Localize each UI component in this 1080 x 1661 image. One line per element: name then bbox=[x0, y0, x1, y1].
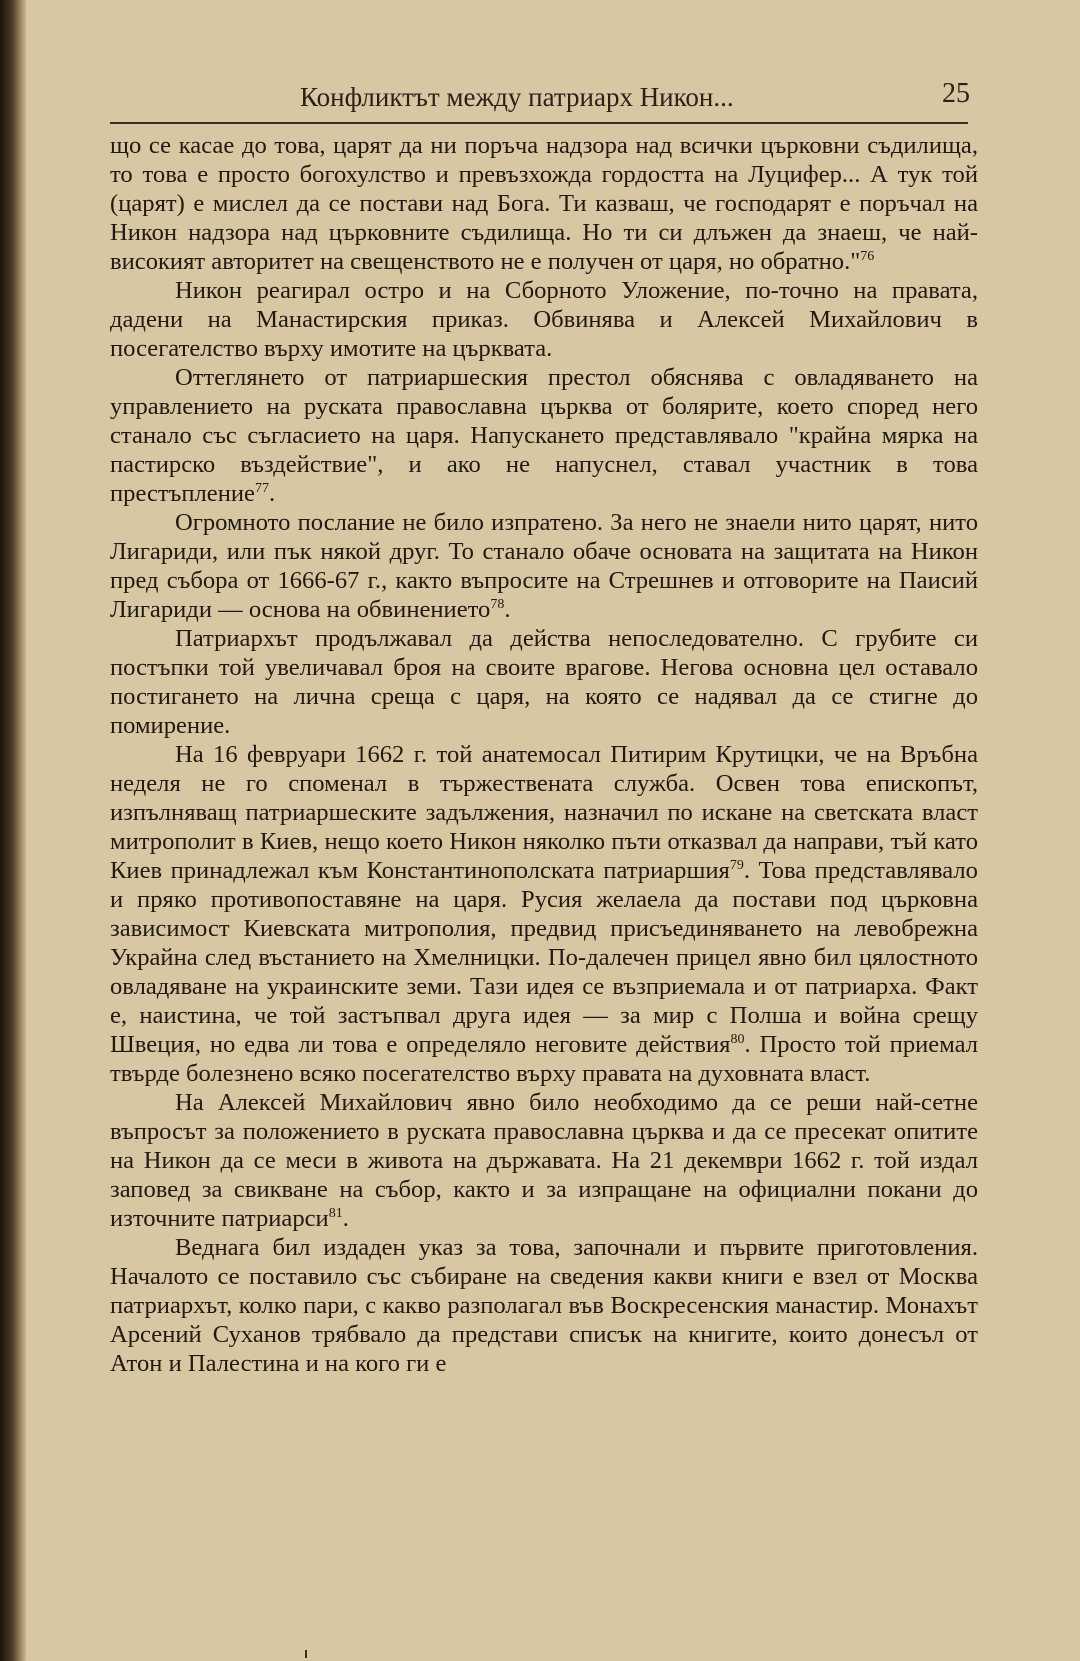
footnote-ref: 80 bbox=[730, 1032, 745, 1047]
book-spine-shadow bbox=[0, 0, 26, 1661]
footnote-ref: 81 bbox=[328, 1206, 343, 1221]
paragraph: Веднага бил издаден указ за това, започнали и първите приготовления. Началото се поставило със събиране на сведения какви книги е взел от Москва патриархът, колко пари, с какво разполагал във Воскресенския манастир. Монахът Арсений Суханов трябвало да представи списък на книгите, които донесъл от Атон и Палестина и на кого ги е bbox=[110, 1234, 978, 1377]
running-title: Конфликтът между патриарх Никон... bbox=[300, 82, 734, 112]
body-text bbox=[110, 131, 978, 1378]
paragraph: Огромното послание не било изпратено. За него не знаели нито царят, нито Лигариди, или пък някой друг. То станало обаче основата на защитата на Никон пред събора от 1666-67 г., както въпросите на Стрешнев и отговорите на Паисий Лигариди — основа на обвинението$^{78}$. bbox=[110, 509, 978, 623]
footnote-ref: 76 bbox=[860, 249, 875, 264]
footnote-ref: 77 bbox=[254, 481, 269, 496]
running-header bbox=[110, 78, 970, 122]
paragraph: що се касае до това, царят да ни поръча надзора над всички църковни съдилища, то това е просто богохулство и превъзхожда гордостта на Луцифер... А тук той (царят) е мислел да се постави над Бога. Ти казваш, че господарят е поръчал на Никон надзора над църковните съдилища. Но ти си длъжен да знаеш, че най-високият авторитет на свещенството не е получен от царя, но обратно."$^{76}$ bbox=[110, 132, 978, 275]
page-edge-mark bbox=[305, 1650, 307, 1658]
footnote-ref: 78 bbox=[490, 597, 505, 612]
header-rule bbox=[110, 122, 968, 124]
paragraph: Никон реагирал остро и на Сборното Уложение, по-точно на правата, дадени на Манастирския приказ. Обвинява и Алексей Михайлович в посегателство върху имотите на църквата. bbox=[110, 277, 978, 362]
footnote-ref: 79 bbox=[729, 858, 744, 873]
paragraph: Оттеглянето от патриаршеския престол обяснява с овладяването на управлението на руската православна църква от болярите, което според него станало със съгласието на царя. Напускането представлявало "крайна мярка на пастирско въздействие", и ако не напуснел, ставал участник в това престъпление$^{77}$. bbox=[110, 364, 978, 507]
paragraph: На Алексей Михайлович явно било необходимо да се реши най-сетне въпросът за положението в руската православна църква и да се пресекат опитите на Никон да се меси в живота на държавата. На 21 декември 1662 г. той издал заповед за свикване на събор, както и за изпращане на официални покани до източните патриарси$^{81}$. bbox=[110, 1089, 978, 1232]
page-number: 25 bbox=[942, 78, 970, 109]
paragraph: На 16 февруари 1662 г. той анатемосал Питирим Крутицки, че на Връбна неделя не го споменал в тържествената служба. Освен това епископът, изпълняващ патриаршеските задължения, назначил по искане на светската власт митрополит в Киев, нещо което Никон няколко пъти отказвал да направи, тъй като Киев принадлежал към Константинополската патриаршия$^{79}$. Това представлявало и пряко противопоставяне на царя. Русия желаела да постави под църковна зависимост Киевската митрополия, предвид присъединяването на левобрежна Украйна след въстанието на Хмелницки. По-далечен прицел явно бил цялостното овладяване на украинските земи. Тази идея се възприемала и от патриарха. Факт е, наистина, че той застъпвал друга идея — за мир с Полша и война срещу Швеция, но едва ли това е определяло неговите действия$^{80}$. Просто той приемал твърде болезнено всяко посегателство върху правата на духовната власт. bbox=[110, 741, 978, 1087]
paragraph: Патриархът продължавал да действа непоследователно. С грубите си постъпки той увеличавал броя на своите врагове. Негова основна цел оставало постигането на лична среща с царя, на която се надявал да се стигне до помирение. bbox=[110, 625, 978, 739]
